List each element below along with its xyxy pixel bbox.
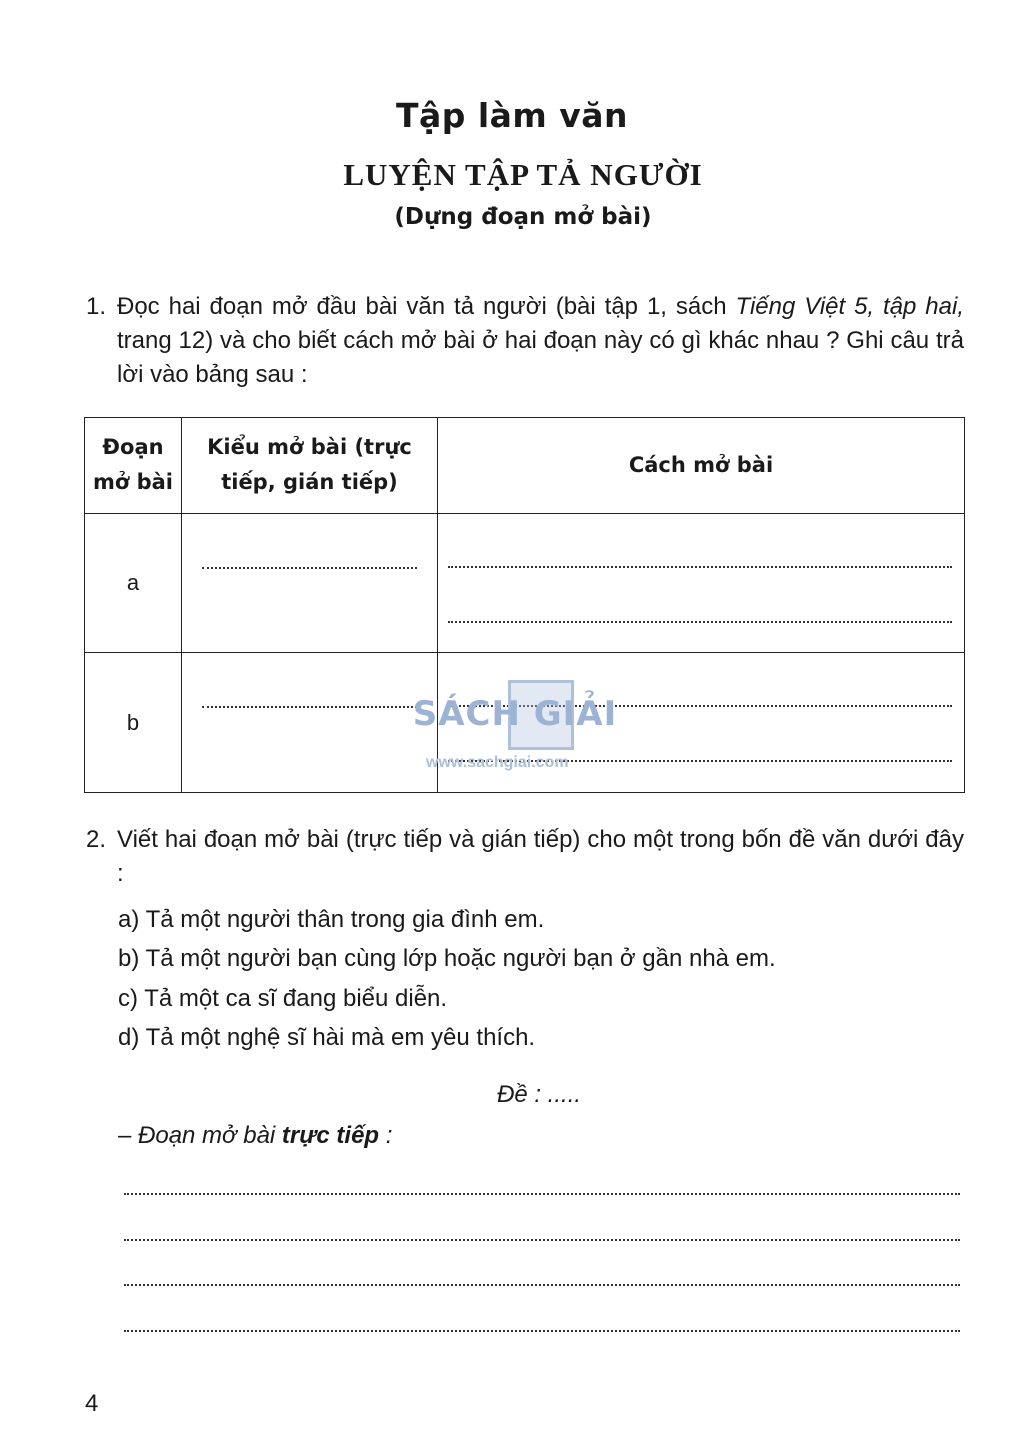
header-paragraph: Đoạn mở bài xyxy=(85,418,182,514)
lesson-subheading: (Dựng đoạn mở bài) xyxy=(394,204,652,230)
page-title: Tập làm văn xyxy=(395,96,629,135)
topic-option-b: b) Tả một người bạn cùng lớp hoặc người bạn ở gần nhà em. xyxy=(118,945,776,972)
dotted-line xyxy=(202,566,417,569)
answer-table xyxy=(84,417,965,793)
question-1-text: Đọc hai đoạn mở đầu bài văn tả người (bài tập 1, sách Tiếng Việt 5, tập hai, trang 12) và cho biết cách mở bài ở hai đoạn này có gì khác nhau ? Ghi câu trả lời vào bảng sau : xyxy=(117,293,964,388)
dotted-line xyxy=(448,759,952,762)
question-2-number: 2. xyxy=(86,826,107,853)
writing-line[interactable] xyxy=(124,1330,960,1332)
answer-type-b[interactable] xyxy=(182,653,438,793)
header-type: Kiểu mở bài (trực tiếp, gián tiếp) xyxy=(182,418,438,514)
row-label-a: a xyxy=(85,513,182,653)
topic-option-d: d) Tả một nghệ sĩ hài mà em yêu thích. xyxy=(118,1024,536,1051)
lesson-title: LUYỆN TẬP TẢ NGƯỜI xyxy=(343,157,703,192)
dotted-line xyxy=(448,565,952,568)
question-2 xyxy=(86,823,964,891)
topic-label: Đề : ..... xyxy=(497,1081,582,1108)
writing-line[interactable] xyxy=(124,1239,960,1241)
table-header-row xyxy=(85,418,965,514)
answer-method-b[interactable] xyxy=(438,653,965,793)
watermark-url: www.sachgiai.com xyxy=(426,754,569,771)
page-number: 4 xyxy=(85,1390,99,1417)
dotted-line xyxy=(202,705,417,708)
book-title: Tiếng Việt 5, tập hai, xyxy=(735,293,964,320)
dotted-line xyxy=(448,620,952,623)
question-1-number: 1. xyxy=(86,293,107,320)
row-label-b: b xyxy=(85,653,182,793)
writing-line[interactable] xyxy=(124,1193,960,1195)
question-2-text: Viết hai đoạn mở bài (trực tiếp và gián tiếp) cho một trong bốn đề văn dưới đây : xyxy=(117,826,964,887)
topic-option-a: a) Tả một người thân trong gia đình em. xyxy=(118,906,545,933)
table-row xyxy=(85,653,965,793)
answer-type-a[interactable] xyxy=(182,513,438,653)
watermark-text: SÁCH GIẢI xyxy=(412,694,618,734)
question-1 xyxy=(86,290,964,392)
answer-method-a[interactable] xyxy=(438,513,965,653)
direct-intro-label: – Đoạn mở bài trực tiếp : xyxy=(118,1122,393,1149)
writing-line[interactable] xyxy=(124,1284,960,1286)
header-method: Cách mở bài xyxy=(438,418,965,514)
table-row xyxy=(85,513,965,653)
dotted-line xyxy=(448,704,952,707)
topic-option-c: c) Tả một ca sĩ đang biểu diễn. xyxy=(118,985,448,1012)
